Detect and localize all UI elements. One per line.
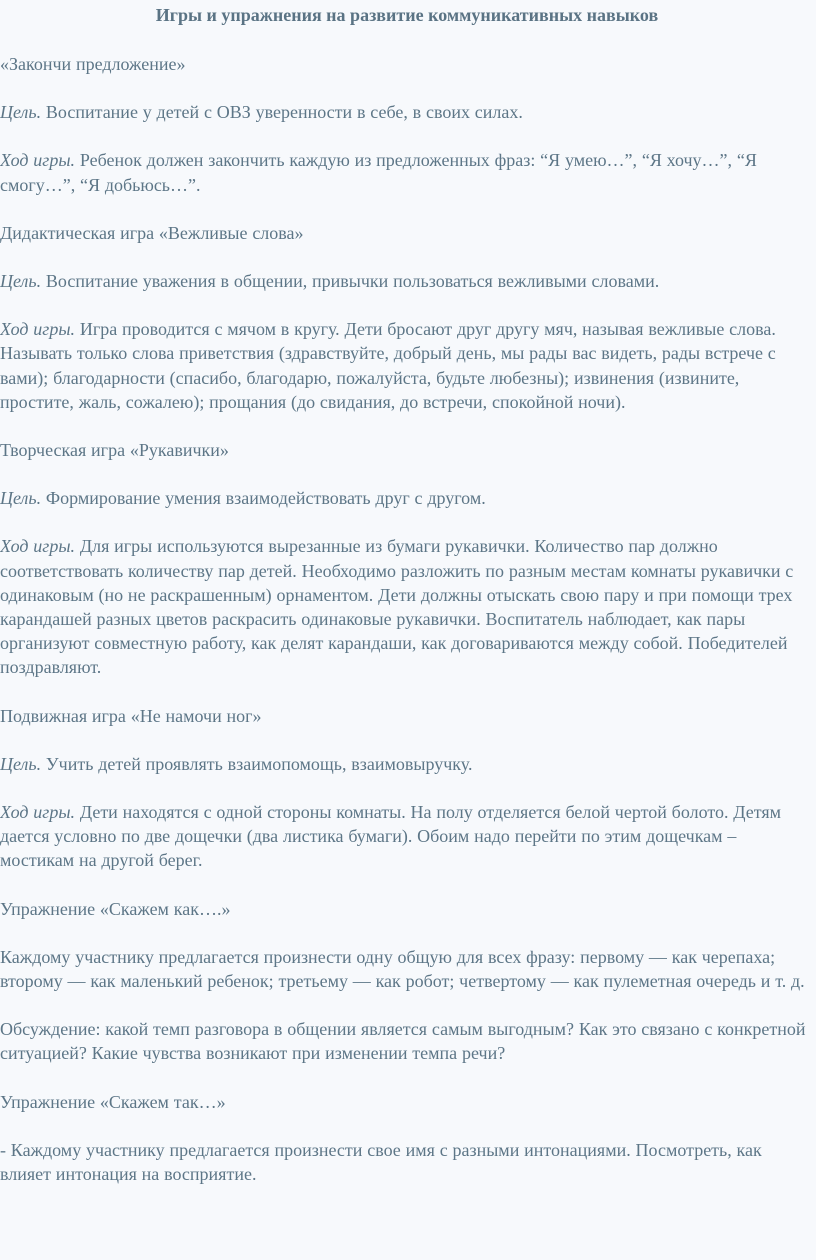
course-label: Ход игры. <box>0 319 76 340</box>
game3-name: Творческая игра «Рукавички» <box>0 440 229 461</box>
goal-label: Цель. <box>0 271 42 292</box>
goal-text: Воспитание у детей с ОВЗ уверенности в себе, в своих силах. <box>41 102 523 123</box>
game4-name: Подвижная игра «Не намочи ног» <box>0 705 262 726</box>
goal-label: Цель. <box>0 753 42 774</box>
course-text: Дети находятся с одной стороны комнаты. На полу отделяется белой чертой болото. Детям дается условно по две дощечки (два листика бумаги). Обоим надо перейти по этим дощечкам – мостикам на другой берег. <box>0 802 782 871</box>
goal-label: Цель. <box>0 102 42 123</box>
goal-text: Воспитание уважения в общении, привычки пользоваться вежливыми словами. <box>41 271 660 292</box>
goal-text: Учить детей проявлять взаимопомощь, взаимовыручку. <box>41 753 473 774</box>
exercise1-name: Упражнение «Скажем как….» <box>0 898 231 919</box>
game4-goal <box>0 752 814 776</box>
goal-label: Цель. <box>0 488 42 509</box>
game2-goal <box>0 269 814 293</box>
exercise1-discussion: Обсуждение: какой темп разговора в общении является самым выгодным? Как это связано с конкретной ситуацией? Какие чувства возникают при изменении темпа речи? <box>0 1019 806 1064</box>
exercise2-name: Упражнение «Скажем так…» <box>0 1091 226 1112</box>
course-text: Для игры используются вырезанные из бумаги рукавички. Количество пар должно соответствовать количеству пар детей. Необходимо разложить по разным местам комнаты рукавички с одинаковым (но не раскрашенным) орнаментом. Дети должны отыскать свою пару и при помощи трех карандашей разных цветов раскрасить одинаковые рукавички. Воспитатель наблюдает, как пары организуют совместную работу, как делят карандаши, как договариваются между собой. Победителей поздравляют. <box>0 536 794 678</box>
game2-name: Дидактическая игра «Вежливые слова» <box>0 222 304 243</box>
course-label: Ход игры. <box>0 150 76 171</box>
goal-text: Формирование умения взаимодействовать друг с другом. <box>41 488 486 509</box>
course-text: Игра проводится с мячом в кругу. Дети бросают друг другу мяч, называя вежливые слова. Называть только слова приветствия (здравствуйте, добрый день, мы рады вас видеть, рады встрече с вами); благодарности (спасибо, благодарю, пожалуйста, будьте любезны); извинения (извините, простите, жаль, сожалею); прощания (до свидания, до встречи, спокойной ночи). <box>0 319 776 412</box>
exercise2-text: - Каждому участнику предлагается произнести свое имя с разными интонациями. Посмотреть, как влияет интонация на восприятие. <box>0 1139 762 1185</box>
course-text: Ребенок должен закончить каждую из предложенных фраз: “Я умею…”, “Я хочу…”, “Я смогу…”, “Я добьюсь…”. <box>0 150 757 195</box>
game1-course <box>0 148 814 196</box>
course-label: Ход игры. <box>0 536 76 557</box>
game2-course <box>0 317 814 414</box>
course-label: Ход игры. <box>0 802 76 823</box>
game1-name: «Закончи предложение» <box>0 54 186 74</box>
game1-goal <box>0 100 814 124</box>
document-title: Игры и упражнения на развитие коммуникативных навыков <box>155 5 659 25</box>
game4-course <box>0 800 814 873</box>
game3-goal <box>0 486 814 510</box>
exercise1-text: Каждому участнику предлагается произнести одну общую для всех фразу: первому — как черепаха; второму — как маленький ребенок; третьему — как робот; четвертому — как пулеметная очередь и т. д. <box>0 946 805 992</box>
game3-course <box>0 534 814 679</box>
